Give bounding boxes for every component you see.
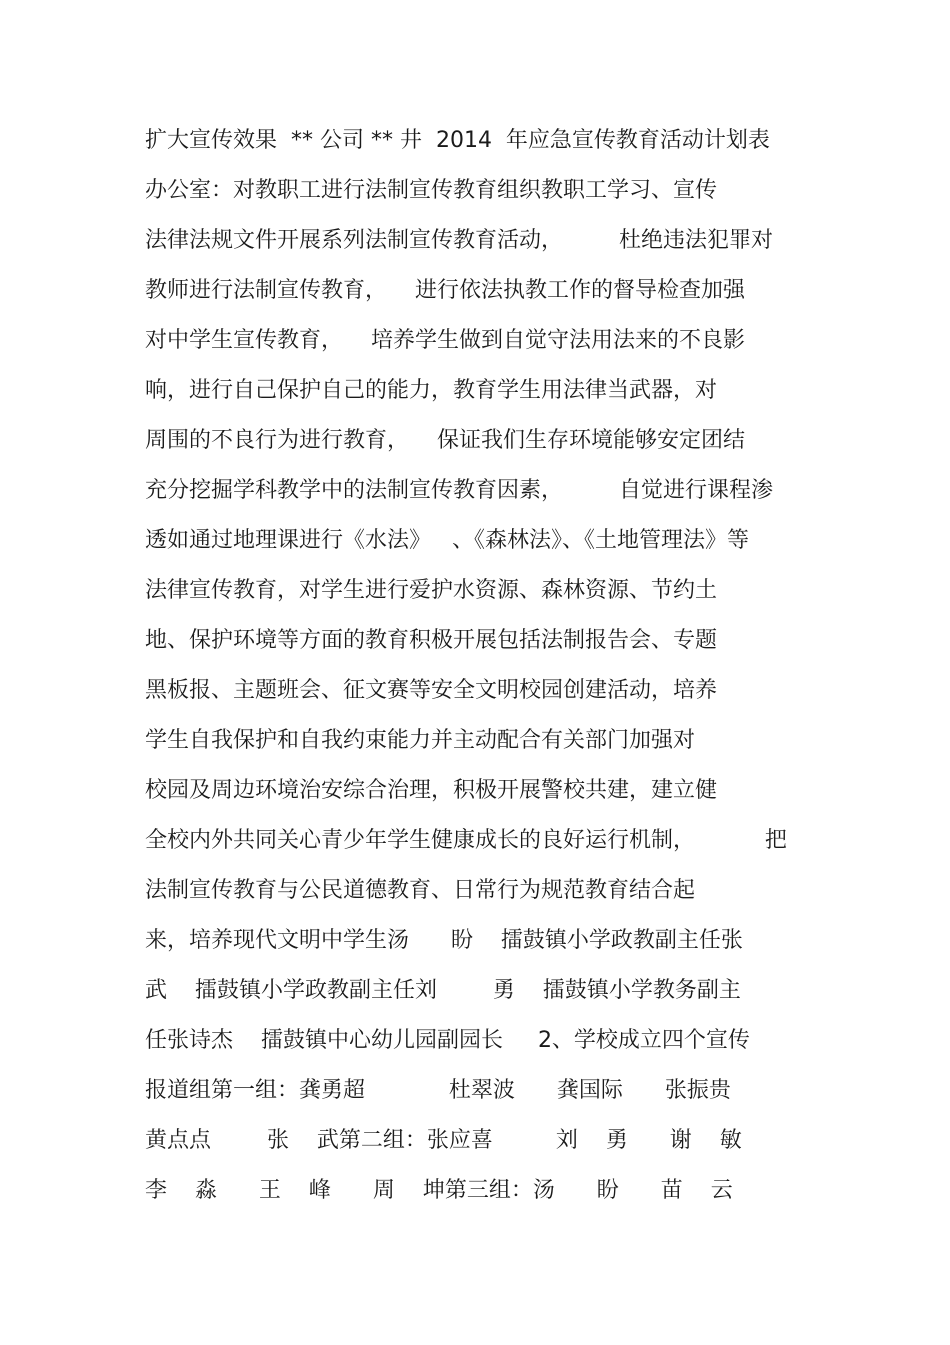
text-line: 学生自我保护和自我约束能力并主动配合有关部门加强对: [145, 728, 696, 753]
text-line: 法制宣传教育与公民道德教育、日常行为规范教育结合起: [145, 878, 696, 903]
text-line: 黄点点 张 武第二组：张应喜 刘 勇 谢 敏: [145, 1128, 742, 1153]
text-line: 校园及周边环境治安综合治理，积极开展警校共建，建立健: [145, 778, 718, 803]
text-line: 法律法规文件开展系列法制宣传教育活动， 杜绝违法犯罪对: [145, 228, 773, 253]
text-line: 充分挖掘学科教学中的法制宣传教育因素， 自觉进行课程渗: [145, 478, 773, 503]
text-line: 李 淼 王 峰 周 坤第三组：汤 盼 苗 云: [145, 1178, 733, 1203]
text-line: 黑板报、主题班会、征文赛等安全文明校园创建活动，培养: [145, 678, 718, 703]
text-line: 地、保护环境等方面的教育积极开展包括法制报告会、专题: [145, 628, 718, 653]
text-line-title: 扩大宣传效果 ** 公司 ** 井 2014 年应急宣传教育活动计划表: [145, 128, 770, 153]
text-line: 透如通过地理课进行《水法》 、《森林法》、《土地管理法》等: [145, 528, 749, 553]
text-line: 来，培养现代文明中学生汤 盼 擂鼓镇小学政教副主任张: [145, 928, 743, 953]
text-line: 法律宣传教育，对学生进行爱护水资源、森林资源、节约土: [145, 578, 718, 603]
text-line: 任张诗杰 擂鼓镇中心幼儿园副园长 2、学校成立四个宣传: [145, 1028, 750, 1053]
text-line: 周围的不良行为进行教育， 保证我们生存环境能够安定团结: [145, 428, 745, 453]
text-line: 教师进行法制宣传教育， 进行依法执教工作的督导检查加强: [145, 278, 745, 303]
text-line: 武 擂鼓镇小学政教副主任刘 勇 擂鼓镇小学教务副主: [145, 978, 741, 1003]
text-line: 报道组第一组：龚勇超 杜翠波 龚国际 张振贵: [145, 1078, 731, 1103]
text-line: 响，进行自己保护自己的能力，教育学生用法律当武器，对: [145, 378, 718, 403]
text-line: 办公室：对教职工进行法制宣传教育组织教职工学习、宣传: [145, 178, 718, 203]
text-line: 全校内外共同关心青少年学生健康成长的良好运行机制， 把: [145, 828, 787, 853]
text-line: 对中学生宣传教育， 培养学生做到自觉守法用法来的不良影: [145, 328, 745, 353]
